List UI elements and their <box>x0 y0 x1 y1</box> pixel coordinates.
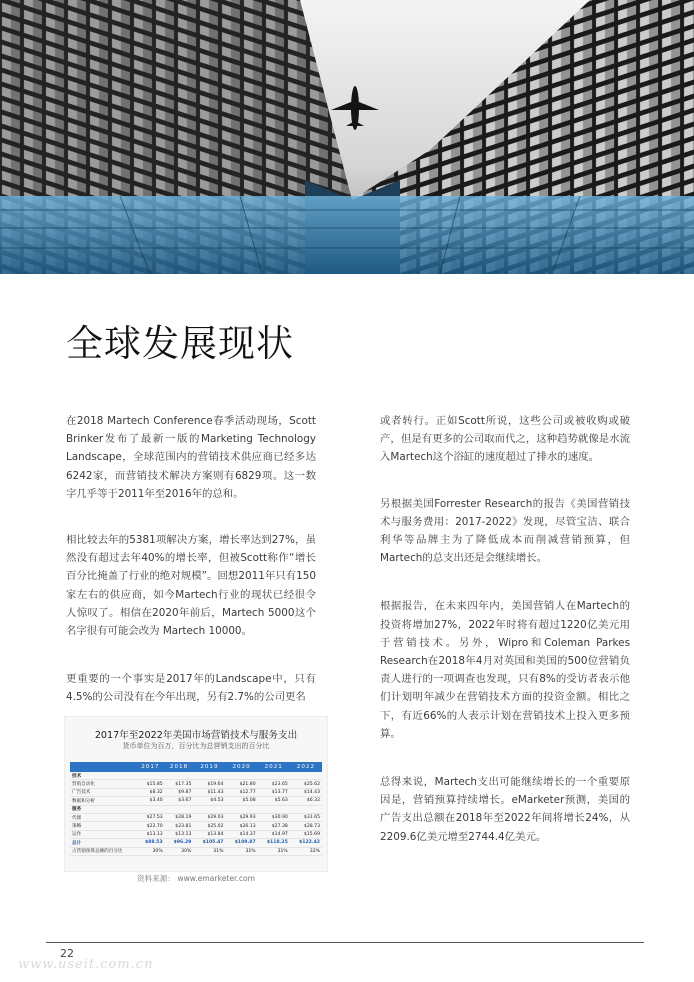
table-cell: $21.80 <box>226 780 258 788</box>
table-cell <box>193 805 225 813</box>
table-row <box>70 813 322 821</box>
table-row <box>70 780 322 788</box>
table-cell: $122.42 <box>290 839 322 847</box>
row-label: 服务 <box>70 805 136 813</box>
table-cell: $28.73 <box>290 822 322 830</box>
table-cell: $96.29 <box>165 839 194 847</box>
page-number: 22 <box>60 947 74 960</box>
table-cell <box>290 772 322 780</box>
column-header: 2017 <box>136 762 165 772</box>
page-title: 全球发展现状 <box>66 322 294 365</box>
table-row <box>70 788 322 796</box>
table-cell: $88.53 <box>136 839 165 847</box>
column-header <box>70 762 136 772</box>
table-cell: $17.35 <box>165 780 194 788</box>
figure-source: 资料来源： www.emarketer.com <box>137 874 256 883</box>
right-text-column <box>380 412 630 846</box>
table-cell <box>258 805 290 813</box>
paragraph: 总得来说，Martech支出可能继续增长的一个重要原因是，营销预算持续增长。eMarketer预测，美国的广告支出总额在2018年至2022年间将增长24%，从2209.6亿美元增至2744.4亿美元。 <box>380 776 630 843</box>
table-cell: $23.65 <box>258 780 290 788</box>
table-cell: $13.13 <box>136 830 165 838</box>
paragraph: 另根据美国Forrester Research的报告《美国营销技术与服务费用：2017-2022》发现，尽管宝洁、联合利华等品牌主为了降低成本而削减营销预算，但Martech的总支出还是会继续增长。 <box>380 497 630 565</box>
table-cell: $29.93 <box>226 813 258 821</box>
table-cell <box>290 805 322 813</box>
table-cell: $25.02 <box>193 822 225 830</box>
table-cell: $12.77 <box>226 788 258 796</box>
column-header: 2022 <box>290 762 322 772</box>
table-cell: 31% <box>258 847 290 855</box>
row-label: 策略 <box>70 822 136 830</box>
table-cell: $14.37 <box>226 830 258 838</box>
table-cell: 30% <box>136 847 165 855</box>
column-header: 2018 <box>165 762 194 772</box>
column-header: 2020 <box>226 762 258 772</box>
table-cell: $9.87 <box>165 788 194 796</box>
table-cell: $27.53 <box>136 813 165 821</box>
table-cell: $31.65 <box>290 813 322 821</box>
table-cell: $14.97 <box>258 830 290 838</box>
table-cell: $26.13 <box>226 822 258 830</box>
table-row <box>70 805 322 813</box>
row-label: 技术 <box>70 772 136 780</box>
table-cell <box>136 772 165 780</box>
table-cell: $25.62 <box>290 780 322 788</box>
left-text-column <box>66 412 316 707</box>
paragraph: 更重要的一个事实是2017年的Landscape中，只有4.5%的公司没有在今年出现，另有2.7%的公司更名 <box>66 673 316 704</box>
paragraph: 根据报告，在未来四年内，美国营销人在Martech的投资将增加27%，2022年时将有超过1220亿美元用于营销技术。另外，Wipro和Coleman Parkes Research在2018年4月对英国和美国的500位营销负责人进行的一项调查也发现，只有8%的受访者表示他们计划明年减少在营销技术方面的投资金额。相比之下，有近66%的人表示计划在营销技术上投入更多预算。 <box>380 600 630 740</box>
table-row <box>70 822 322 830</box>
row-label: 代理 <box>70 813 136 821</box>
table-cell: $15.69 <box>290 830 322 838</box>
table-row <box>70 797 322 805</box>
figure-subtitle: 货币单位为百万，百分比为总营销支出的百分比 <box>122 742 270 750</box>
table-cell: $118.25 <box>258 839 290 847</box>
table-cell <box>226 805 258 813</box>
table-cell: $23.81 <box>165 822 194 830</box>
table-cell <box>165 772 194 780</box>
table-cell: $13.84 <box>193 830 225 838</box>
table-cell <box>258 772 290 780</box>
table-cell: $105.47 <box>193 839 225 847</box>
table-row <box>70 839 322 847</box>
table-cell: $8.32 <box>136 788 165 796</box>
table-cell: $22.70 <box>136 822 165 830</box>
table-cell: $14.43 <box>290 788 322 796</box>
table-cell: $29.03 <box>193 813 225 821</box>
table-cell: $13.77 <box>258 788 290 796</box>
paragraph: 相比较去年的5381项解决方案，增长率达到27%，虽然没有超过去年40%的增长率，但被Scott称作“增长百分比掩盖了行业的绝对规模”。回想2011年只有150家左右的供应商，如今Martech行业的现状已经很令人惊叹了。相信在2020年前后，Martech 5000这个名字很有可能会改为 Martech 10000。 <box>66 534 316 638</box>
spending-table <box>70 762 322 856</box>
table-cell: $5.63 <box>258 797 290 805</box>
row-label: 运作 <box>70 830 136 838</box>
column-header: 2021 <box>258 762 290 772</box>
column-header: 2019 <box>193 762 225 772</box>
table-cell: $5.08 <box>226 797 258 805</box>
table-cell: $30.90 <box>258 813 290 821</box>
table-cell: 31% <box>226 847 258 855</box>
table-cell: $13.13 <box>165 830 194 838</box>
table-cell: $27.38 <box>258 822 290 830</box>
row-label: 数据和分析 <box>70 797 136 805</box>
table-cell: $6.32 <box>290 797 322 805</box>
table-row <box>70 847 322 855</box>
table-row <box>70 772 322 780</box>
table-cell <box>226 772 258 780</box>
hero-skyscraper-photo <box>0 0 694 274</box>
table-cell <box>165 805 194 813</box>
figure-title: 2017年至2022年美国市场营销技术与服务支出 <box>94 730 298 741</box>
table-cell: $15.85 <box>136 780 165 788</box>
table-body <box>70 772 322 855</box>
table-cell: $19.64 <box>193 780 225 788</box>
table-cell <box>136 805 165 813</box>
table-cell: 31% <box>193 847 225 855</box>
table-cell: $3.67 <box>165 797 194 805</box>
table-cell <box>193 772 225 780</box>
watermark: www.useit.com.cn <box>18 957 154 972</box>
table-cell: $3.40 <box>136 797 165 805</box>
paragraph: 在2018 Martech Conference春季活动现场，Scott Brinker发布了最新一版的Marketing Technology Landscape，全球范围内的营销技术供应商已经多达6242家，而营销技术解决方案则有6829项。这一数字几乎等于2011年至2016年的总和。 <box>66 415 316 500</box>
table-cell: 30% <box>165 847 194 855</box>
footer-divider <box>46 942 644 943</box>
table-cell: $4.53 <box>193 797 225 805</box>
row-label: 广告技术 <box>70 788 136 796</box>
row-label: 占营销预算总额的百分比 <box>70 847 136 855</box>
table-cell: $109.87 <box>226 839 258 847</box>
table-header-row <box>70 762 322 772</box>
table-cell: $28.19 <box>165 813 194 821</box>
table-cell: $11.43 <box>193 788 225 796</box>
spending-table-figure <box>64 716 328 872</box>
row-label: 总计 <box>70 839 136 847</box>
table-row <box>70 830 322 838</box>
row-label: 营销自动化 <box>70 780 136 788</box>
paragraph: 或者转行。正如Scott所说，这些公司或被收购或破产，但是有更多的公司取而代之，这种趋势就像是水流入Martech这个浴缸的速度超过了排水的速度。 <box>380 415 630 464</box>
table-cell: 32% <box>290 847 322 855</box>
